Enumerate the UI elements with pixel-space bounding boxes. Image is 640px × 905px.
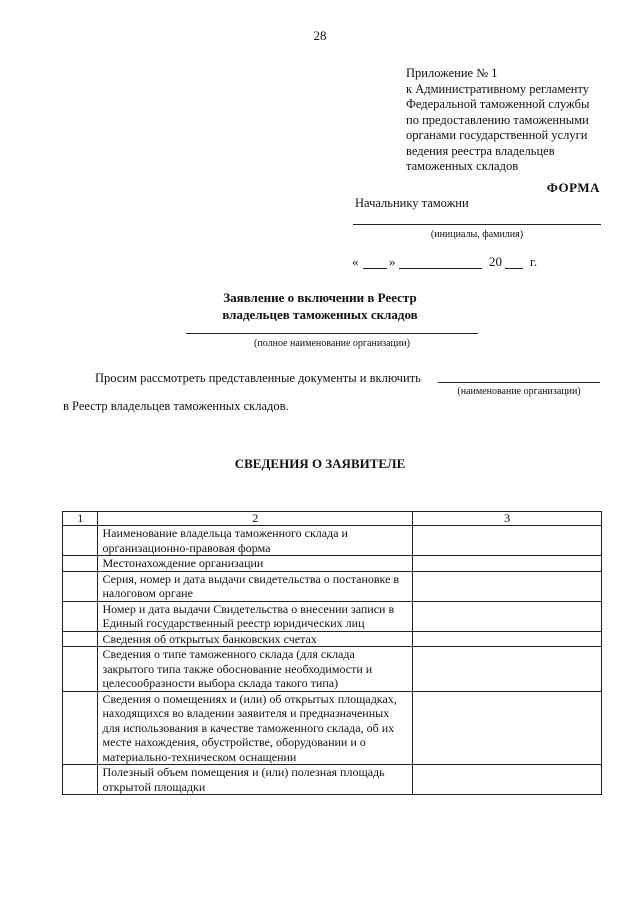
initials-caption: (инициалы, фамилия) [430,229,524,240]
date-year-prefix: 20 [489,254,502,269]
addressee-name-line[interactable] [353,224,601,225]
row-number-cell[interactable] [63,647,98,692]
request-continuation: в Реестр владельцев таможенных складов. [63,399,289,413]
row-description: Номер и дата выдачи Свидетельства о внесении записи в Единый государственный реестр юридических лиц [98,601,413,631]
document-title [0,289,640,323]
row-number-cell[interactable] [63,571,98,601]
row-value-cell[interactable] [413,691,602,765]
row-number-cell[interactable] [63,765,98,795]
org-full-name-caption: (полное наименование организации) [254,338,410,349]
request-text: Просим рассмотреть представленные документы и включить [95,371,421,385]
appendix-line: Приложение № 1 [406,66,498,80]
appendix-line: к Административному регламенту [406,81,590,96]
table-row [63,631,602,647]
row-number-cell[interactable] [63,556,98,572]
row-number-cell[interactable] [63,601,98,631]
appendix-note [406,66,589,175]
row-description: Сведения о типе таможенного склада (для склада закрытого типа также обоснование необходимости и целесообразности выбора склада такого типа) [98,647,413,692]
row-description: Серия, номер и дата выдачи свидетельства о постановке в налоговом органе [98,571,413,601]
column-header: 3 [413,512,602,526]
row-number-cell[interactable] [63,631,98,647]
row-description: Сведения о помещениях и (или) об открытых площадках, находящихся во владении заявителя и предназначенных для использования в качестве таможенного склада, об их месте нахождения, обустройстве, оборудовании и о материально-техническом оснащении [98,691,413,765]
row-value-cell[interactable] [413,556,602,572]
date-open-quote: « [352,254,359,269]
row-value-cell[interactable] [413,631,602,647]
table-row [63,691,602,765]
table-row [63,571,602,601]
org-name-caption: (наименование организации) [457,386,581,397]
date-day-line[interactable] [363,268,387,269]
org-name-line[interactable] [438,382,600,383]
column-header: 1 [63,512,98,526]
appendix-line: таможенных складов [406,159,519,173]
date-month-line[interactable] [399,268,482,269]
row-number-cell[interactable] [63,526,98,556]
applicant-info-table [62,511,602,795]
row-description: Сведения об открытых банковских счетах [98,631,413,647]
row-value-cell[interactable] [413,601,602,631]
row-number-cell[interactable] [63,691,98,765]
title-line-1: Заявление о включении в Реестр [223,290,417,305]
table-row [63,765,602,795]
org-full-name-line[interactable] [186,333,478,334]
row-description: Местонахождение организации [98,556,413,572]
table-row [63,526,602,556]
page-number: 28 [313,28,327,43]
date-year-line[interactable] [505,268,523,269]
section-title: СВЕДЕНИЯ О ЗАЯВИТЕЛЕ [234,456,406,471]
column-header: 2 [98,512,413,526]
row-value-cell[interactable] [413,765,602,795]
table-header-row [63,512,602,526]
table-row [63,556,602,572]
addressee: Начальнику таможни [355,196,469,210]
row-value-cell[interactable] [413,647,602,692]
date-close-quote: » [389,254,396,269]
appendix-line: Федеральной таможенной службы [406,97,590,111]
row-description: Наименование владельца таможенного склада и организационно-правовая форма [98,526,413,556]
appendix-line: ведения реестра владельцев [406,143,555,158]
table-row [63,647,602,692]
date-year-suffix: г. [530,254,538,269]
appendix-line: по предоставлению таможенными [406,112,589,127]
appendix-line: органами государственной услуги [406,128,588,142]
table-row [63,601,602,631]
title-line-2: владельцев таможенных складов [222,307,418,322]
row-value-cell[interactable] [413,526,602,556]
row-description: Полезный объем помещения и (или) полезная площадь открытой площадки [98,765,413,795]
row-value-cell[interactable] [413,571,602,601]
form-label: ФОРМА [546,180,600,195]
